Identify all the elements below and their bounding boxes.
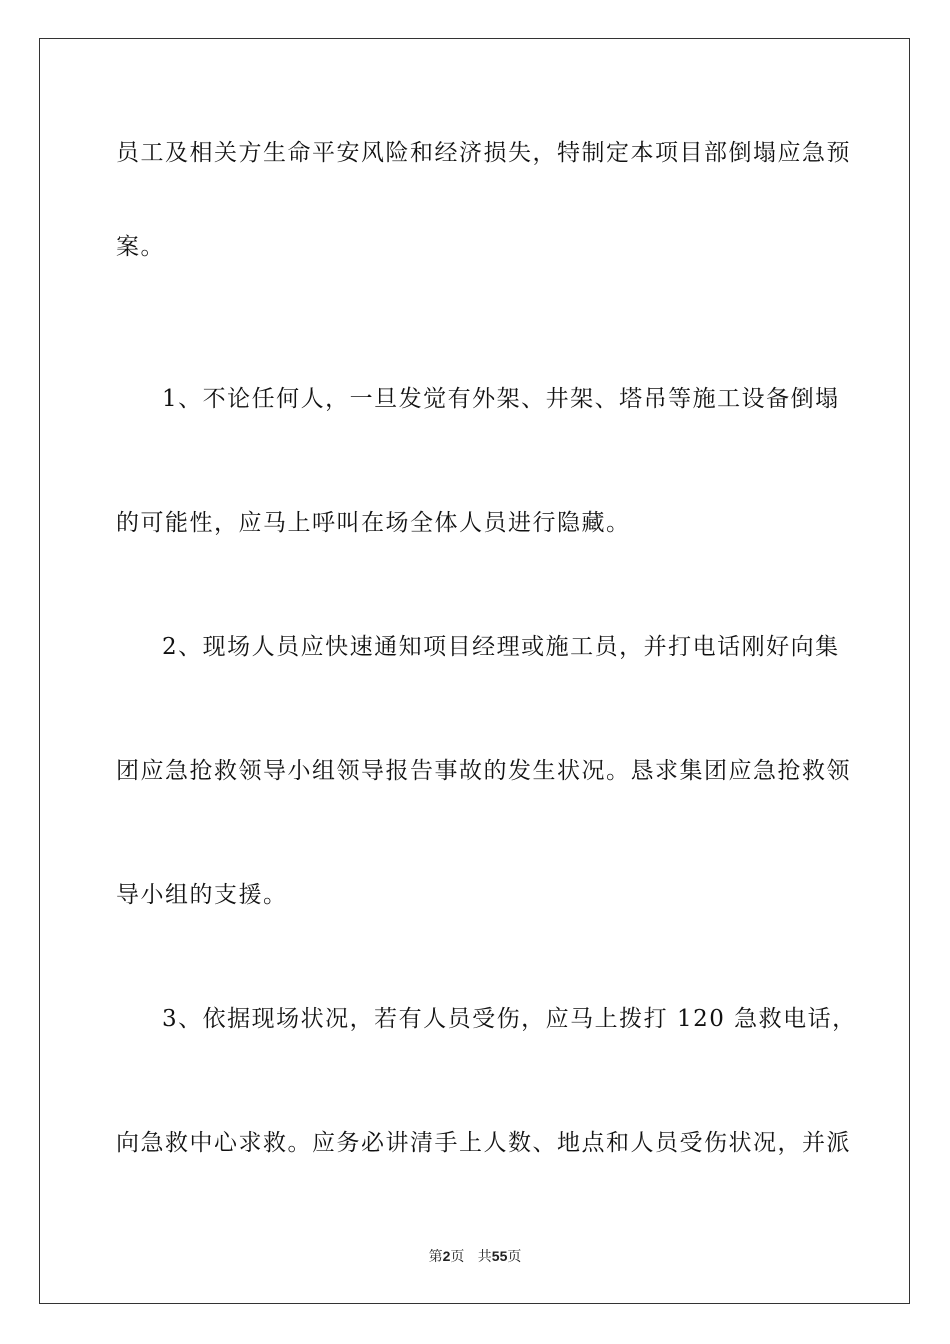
total-suffix: 页 (507, 1249, 522, 1265)
page-number: 2 (442, 1248, 451, 1264)
page-footer (0, 1247, 950, 1266)
paragraph-3-start: 3、依据现场状况，若有人员受伤，应马上拨打 120 急救电话， (162, 1006, 857, 1032)
text-line: 员工及相关方生命平安风险和经济损失，特制定本项目部倒塌应急预 (116, 140, 851, 166)
text-line: 导小组的支援。 (116, 882, 288, 908)
page-frame (39, 38, 910, 1304)
total-prefix: 共 (477, 1249, 492, 1265)
page-suffix: 页 (450, 1249, 465, 1265)
text-line: 案。 (116, 234, 165, 260)
text-line: 团应急抢救领导小组领导报告事故的发生状况。恳求集团应急抢救领 (116, 758, 851, 784)
text-line: 向急救中心求救。应务必讲清手上人数、地点和人员受伤状况，并派 (116, 1130, 851, 1156)
paragraph-2-start: 2、现场人员应快速通知项目经理或施工员，并打电话刚好向集 (162, 634, 840, 660)
page-prefix: 第 (428, 1249, 443, 1265)
paragraph-1-start: 1、不论任何人，一旦发觉有外架、井架、塔吊等施工设备倒塌 (162, 386, 840, 412)
total-pages: 55 (491, 1248, 508, 1264)
text-line: 的可能性，应马上呼叫在场全体人员进行隐藏。 (116, 510, 631, 536)
